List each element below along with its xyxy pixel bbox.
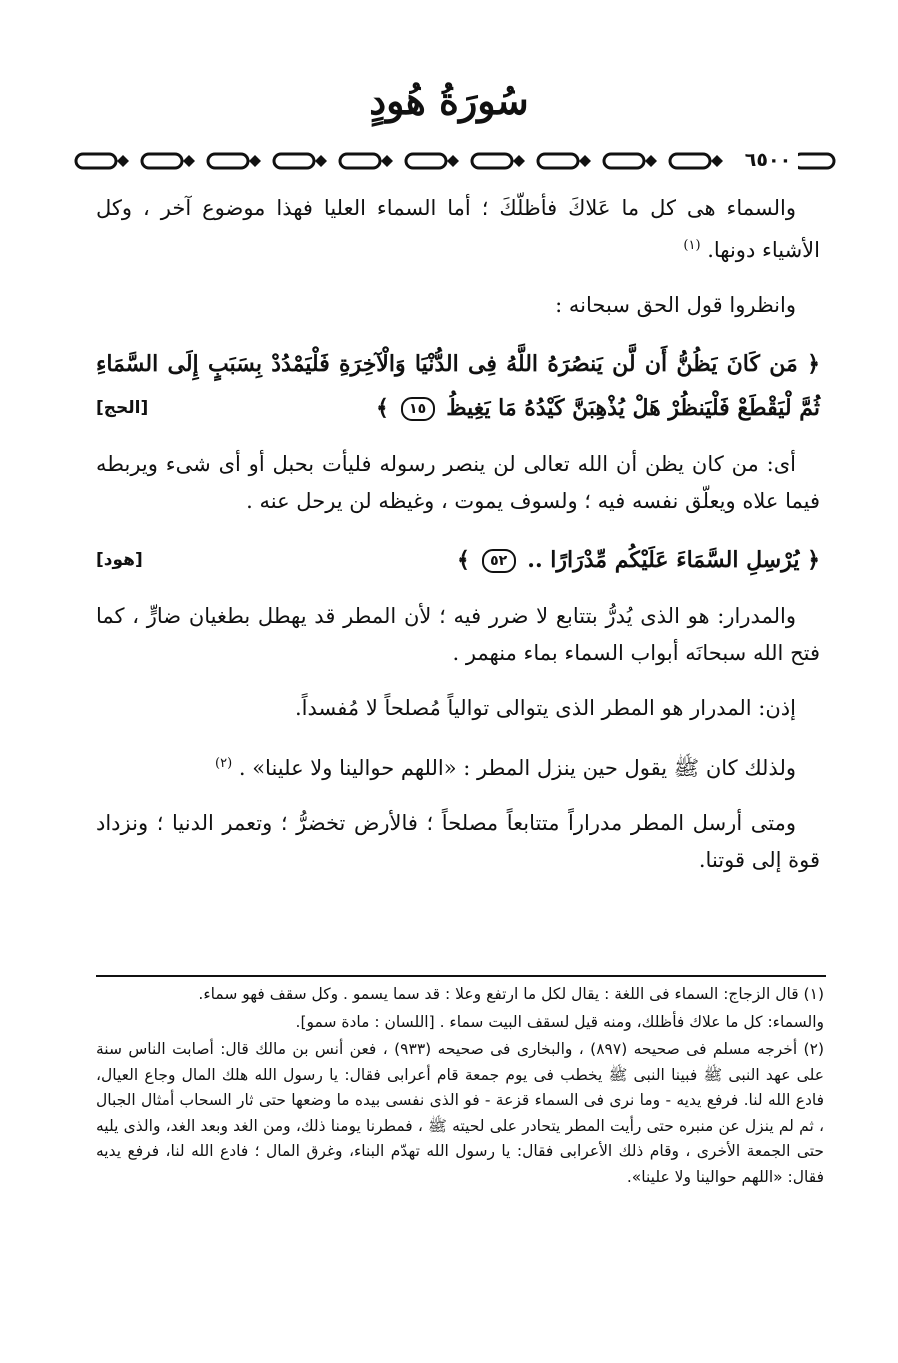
quran-verse-hud xyxy=(96,538,820,582)
paragraph-midrar: والمدرار: هو الذى يُدرُّ بتتابع لا ضرر فيه ؛ لأن المطر قد يهطل بطغيان ضارٍّ ، كما فتح الله سبحانَه أبواب السماء بماء منهمر . xyxy=(96,604,820,665)
footnote-marker-1: (١) xyxy=(683,238,701,253)
main-text xyxy=(96,190,820,897)
paragraph-text: ولذلك كان ﷺ يقول حين ينزل المطر : «اللهم حوالينا ولا علينا» . xyxy=(238,756,796,780)
surah-title: سُورَةُ هُودٍ xyxy=(369,78,529,123)
paragraph-explanation: أى: من كان يظن أن الله تعالى لن ينصر رسوله فليأت بحبل أو أى شىء ويربطه فيما علاه ويعلّق نفسه فيه ؛ ولسوف يموت ، وغيظه لن يرحل عنه . xyxy=(96,452,820,513)
ayah-number: ١٥ xyxy=(401,397,435,421)
paragraph-sky-definition xyxy=(96,190,820,269)
paragraph-conclusion: إذن: المدرار هو المطر الذى يتوالى توالياً مُصلحاً لا مُفسداً. xyxy=(295,696,796,720)
footnote-1-line-1: (١) قال الزجاج: السماء فى اللغة : يقال لكل ما ارتفع وعلا : قد سما يسمو . وكل سقف فهو سماء. xyxy=(198,985,824,1003)
verse-close-bracket: ﴾ xyxy=(376,395,389,421)
verse-close-bracket: ﴾ xyxy=(457,547,470,573)
quran-verse-hajj xyxy=(96,342,820,430)
footnotes xyxy=(96,982,824,1192)
footnote-marker-2: (٢) xyxy=(215,756,233,771)
verse-reference: [هود] xyxy=(96,550,143,570)
page-number: ٦٥٠٠ xyxy=(738,147,798,173)
footnote-1-line-2: والسماء: كل ما علاك فأظلك، ومنه قيل لسقف البيت سماء . [اللسان : مادة سمو]. xyxy=(295,1012,824,1031)
footnote-2: (٢) أخرجه مسلم فى صحيحه (٨٩٧) ، والبخارى فى صحيحه (٩٣٣) ، فعن أنس بن مالك قال: أصابت الناس سنة على عهد النبى ﷺ فبينا النبى ﷺ يخطب فى يوم جمعة قام أعرابى فقال: يا رسول الله هلك المال وجاع العيال، فادع الله لنا. فرفع يديه - وما نرى فى السماء قزعة - فو الذى نفسى بيده ما وضعها حتى ثار السحاب أمثال الجبال ، ثم لم ينزل عن منبره حتى رأيت المطر يتحادر على لحيته ﷺ ، فمطرنا يومنا ذلك، ومن الغد وبعد الغد، والذى يليه حتى الجمعة الأخرى ، وقام ذلك الأعرابى فقال: يا رسول الله تهدّم البناء، وغرق المال ؛ فادع الله لنا، فرفع يديه فقال: «اللهم حوالينا ولا علينا». xyxy=(96,1040,824,1186)
verse-text: ﴿ يُرْسِلِ السَّمَاءَ عَلَيْكُم مِّدْرَارًا .. xyxy=(527,547,820,573)
verse-reference: [الحج] xyxy=(96,398,149,418)
paragraph-intro-verse: وانظروا قول الحق سبحانه : xyxy=(555,293,796,317)
paragraph-text: والسماء هى كل ما عَلاكَ فأظلّكَ ؛ أما السماء العليا فهذا موضوع آخر ، وكل الأشياء دونها. xyxy=(96,196,820,262)
footnote-separator xyxy=(96,975,826,977)
ayah-number: ٥٢ xyxy=(482,549,516,573)
decorative-header-rule xyxy=(72,146,842,176)
paragraph-prophet-saying xyxy=(96,745,820,787)
verse-text: ﴿ مَن كَانَ يَظُنُّ أَن لَّن يَنصُرَهُ اللَّهُ فِى الدُّنْيَا وَالْآخِرَةِ فَلْيَمْدُدْ بِسَبَبٍ إِلَى السَّمَاءِ ثُمَّ لْيَقْطَعْ فَلْيَنظُرْ هَلْ يُذْهِبَنَّ كَيْدُهُ مَا يَغِيظُ xyxy=(96,351,820,421)
paragraph-closing: ومتى أرسل المطر مدراراً متتابعاً مصلحاً ؛ فالأرض تخضرُّ ؛ وتعمر الدنيا ؛ ونزداد قوة إلى قوتنا. xyxy=(96,811,820,872)
